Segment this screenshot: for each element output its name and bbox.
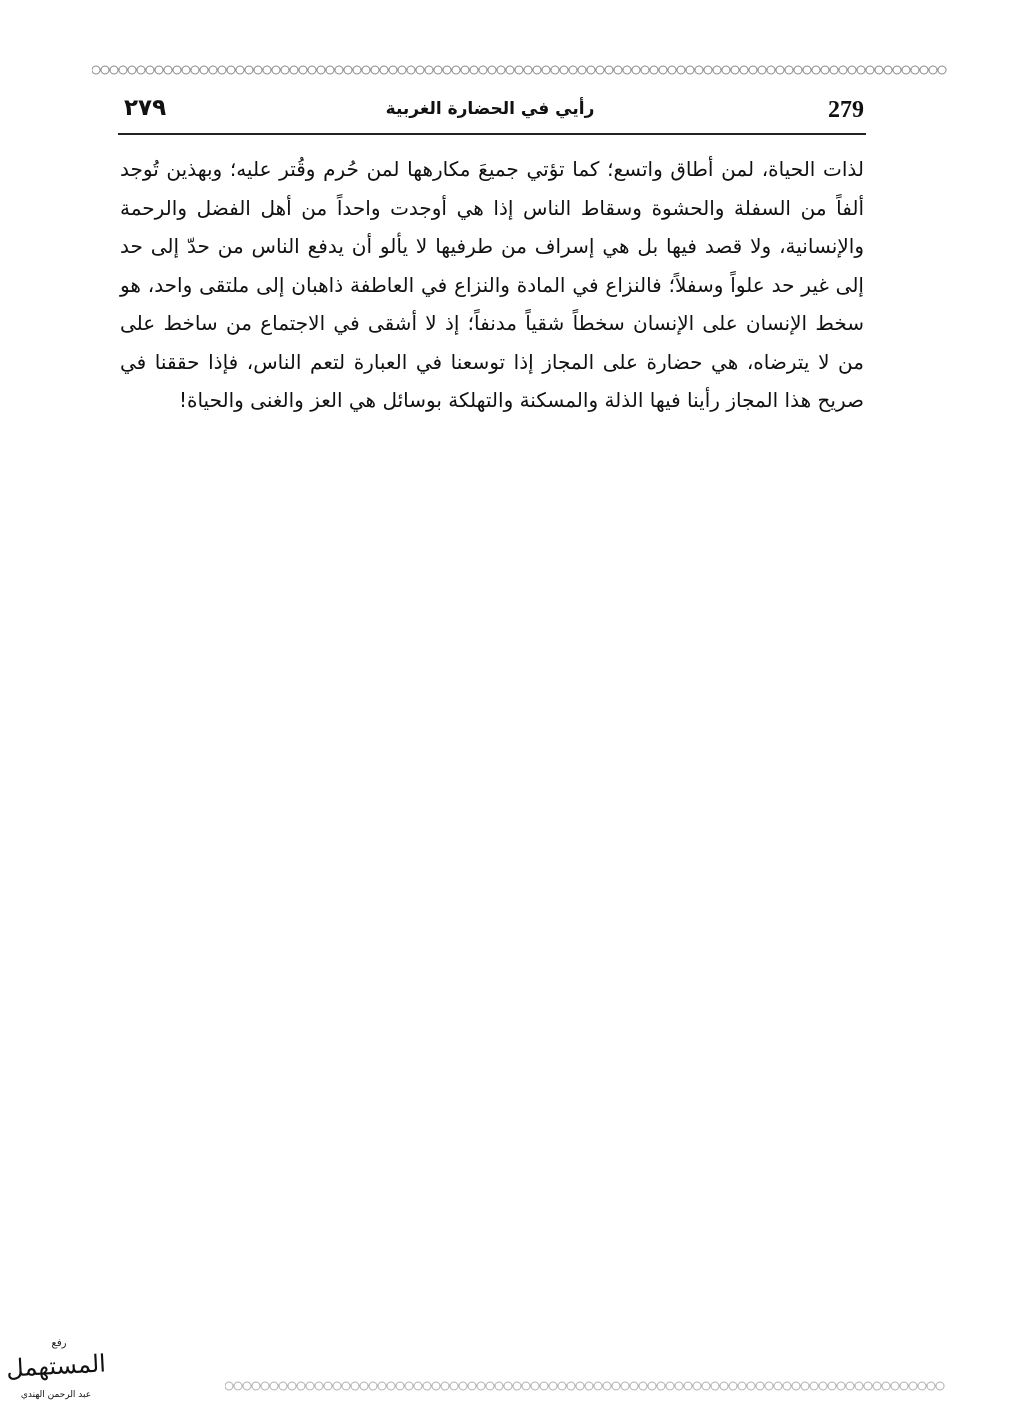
ornament-link: [900, 1382, 908, 1390]
ornament-link: [765, 1382, 773, 1390]
stamp-top-mark: رفع: [51, 1338, 67, 1349]
ornament-link: [693, 1382, 701, 1390]
ornament-link: [911, 66, 919, 74]
ornament-link: [486, 1382, 494, 1390]
ornament-link: [729, 1382, 737, 1390]
ornament-link: [810, 1382, 818, 1390]
ornament-link: [920, 66, 928, 74]
ornament-link: [191, 66, 199, 74]
ornament-link: [828, 1382, 836, 1390]
ornament-link: [657, 1382, 665, 1390]
ornament-link: [360, 1382, 368, 1390]
ornament-link: [270, 1382, 278, 1390]
ornament-link: [342, 1382, 350, 1390]
ornament-link: [648, 1382, 656, 1390]
ornament-link: [801, 1382, 809, 1390]
ornament-link: [324, 1382, 332, 1390]
ornament-link: [495, 1382, 503, 1390]
running-title: رأيي في الحضارة الغربية: [385, 99, 595, 119]
ornament-link: [605, 66, 613, 74]
ornament-link: [128, 66, 136, 74]
ornament-link: [497, 66, 505, 74]
header-rule: [118, 133, 866, 135]
ornament-link: [279, 1382, 287, 1390]
ornament-link: [470, 66, 478, 74]
ornament-link: [819, 1382, 827, 1390]
ornament-link: [776, 66, 784, 74]
ornament-link: [306, 1382, 314, 1390]
ornament-link: [263, 66, 271, 74]
ornament-link: [261, 1382, 269, 1390]
ornament-link: [218, 66, 226, 74]
ornament-link: [792, 1382, 800, 1390]
ornament-link: [938, 66, 946, 74]
ornament-link: [684, 1382, 692, 1390]
ornament-link: [513, 1382, 521, 1390]
ornament-link: [504, 1382, 512, 1390]
ornament-link: [848, 66, 856, 74]
ornament-link: [362, 66, 370, 74]
top-ornament-border: [92, 64, 952, 76]
page-number-arabic: ٢٧٩: [124, 95, 167, 121]
ornament-link: [902, 66, 910, 74]
ornament-link: [234, 1382, 242, 1390]
ornament-link: [533, 66, 541, 74]
ornament-link: [92, 66, 100, 74]
ornament-link: [668, 66, 676, 74]
ornament-link: [846, 1382, 854, 1390]
ornament-link: [378, 1382, 386, 1390]
ornament-link: [389, 66, 397, 74]
ornament-link: [639, 1382, 647, 1390]
ornament-link: [137, 66, 145, 74]
ornament-link: [119, 66, 127, 74]
ornament-link: [614, 66, 622, 74]
ornament-link: [468, 1382, 476, 1390]
ornament-link: [873, 1382, 881, 1390]
ornament-link: [290, 66, 298, 74]
ornament-link: [675, 1382, 683, 1390]
ornament-link: [515, 66, 523, 74]
ornament-link: [909, 1382, 917, 1390]
stamp-small-text: عبد الرحمن الهندي: [20, 1390, 92, 1400]
ornament-link: [549, 1382, 557, 1390]
ornament-link: [695, 66, 703, 74]
ornament-link: [479, 66, 487, 74]
ornament-link: [252, 1382, 260, 1390]
ornament-link: [774, 1382, 782, 1390]
ornament-link: [596, 66, 604, 74]
ornament-link: [200, 66, 208, 74]
ornament-link: [747, 1382, 755, 1390]
ornament-link: [758, 66, 766, 74]
ornament-link: [893, 66, 901, 74]
ornament-link: [632, 66, 640, 74]
ornament-link: [155, 66, 163, 74]
ornament-link: [891, 1382, 899, 1390]
ornament-link: [398, 66, 406, 74]
ornament-link: [146, 66, 154, 74]
ornament-link: [416, 66, 424, 74]
ornament-link: [704, 66, 712, 74]
ornament-link: [344, 66, 352, 74]
ornament-link: [794, 66, 802, 74]
ornament-link: [713, 66, 721, 74]
body-paragraph: لذات الحياة، لمن أطاق واتسع؛ كما تؤتي جميعَ مكارهها لمن حُرم وقُتر عليه؛ وبهذين تُوجد ألفاً من السفلة والحشوة وسقاط الناس إذا هي أوجدت واحداً من أهل الفضل والرحمة والإنسانية، ولا قصد فيها بل هي إسراف من طرفيها لا يألو أن يدفع الناس من حدّ إلى حد إلى غير حد علواً وسفلاً؛ فالنزاع في المادة والنزاع في العاطفة ذاهبان إلى ملتقى واحد، هو سخط الإنسان على الإنسان سخطاً شقياً مدنفاً؛ إذ لا أشقى في الاجتماع من ساخط على من لا يترضاه، هي حضارة على المجاز إذا توسعنا في العبارة لتعم الناس، فإذا حققنا في صريح هذا المجاز رأينا فيها الذلة والمسكنة والتهلكة بوسائل هي العز والغنى والحياة!: [120, 157, 864, 412]
ornament-link: [666, 1382, 674, 1390]
ornament-link: [236, 66, 244, 74]
bottom-ornament-border: [225, 1380, 950, 1392]
ornament-link: [227, 66, 235, 74]
ornament-link: [722, 66, 730, 74]
ornament-link: [459, 1382, 467, 1390]
ornament-link: [650, 66, 658, 74]
ornament-link: [387, 1382, 395, 1390]
ornament-link: [857, 66, 865, 74]
ornament-link: [621, 1382, 629, 1390]
ornament-link: [443, 66, 451, 74]
ornament-link: [542, 66, 550, 74]
ornament-link: [630, 1382, 638, 1390]
ornament-link: [551, 66, 559, 74]
ornament-link: [524, 66, 532, 74]
ornament-link: [225, 1382, 233, 1390]
ornament-link: [855, 1382, 863, 1390]
ornament-link: [711, 1382, 719, 1390]
ornament-link: [461, 66, 469, 74]
ornament-link: [369, 1382, 377, 1390]
ornament-link: [702, 1382, 710, 1390]
ornament-link: [569, 66, 577, 74]
ornament-link: [173, 66, 181, 74]
ornament-link: [371, 66, 379, 74]
ornament-link: [560, 66, 568, 74]
ornament-link: [594, 1382, 602, 1390]
ornament-link: [929, 66, 937, 74]
ornament-link: [936, 1382, 944, 1390]
stamp-calligraphy: المستهمل: [5, 1349, 107, 1383]
ornament-link: [558, 1382, 566, 1390]
ornament-link: [866, 66, 874, 74]
ornament-link: [623, 66, 631, 74]
ornament-link: [353, 66, 361, 74]
ornament-link: [182, 66, 190, 74]
ornament-link: [882, 1382, 890, 1390]
ornament-link: [812, 66, 820, 74]
ornament-link: [396, 1382, 404, 1390]
library-stamp: [0, 1338, 112, 1418]
ornament-link: [317, 66, 325, 74]
ornament-link: [821, 66, 829, 74]
ornament-link: [315, 1382, 323, 1390]
ornament-link: [837, 1382, 845, 1390]
ornament-link: [506, 66, 514, 74]
ornament-link: [531, 1382, 539, 1390]
ornament-link: [612, 1382, 620, 1390]
ornament-link: [918, 1382, 926, 1390]
ornament-link: [254, 66, 262, 74]
ornament-link: [659, 66, 667, 74]
ornament-link: [578, 66, 586, 74]
ornament-link: [245, 66, 253, 74]
ornament-link: [380, 66, 388, 74]
ornament-link: [110, 66, 118, 74]
ornament-link: [308, 66, 316, 74]
ornament-link: [839, 66, 847, 74]
ornament-link: [875, 66, 883, 74]
ornament-link: [477, 1382, 485, 1390]
ornament-link: [164, 66, 172, 74]
ornament-link: [720, 1382, 728, 1390]
page-number-latin: 279: [828, 97, 864, 123]
ornament-link: [749, 66, 757, 74]
ornament-link: [731, 66, 739, 74]
ornament-link: [587, 66, 595, 74]
ornament-link: [272, 66, 280, 74]
ornament-link: [441, 1382, 449, 1390]
page-header: [120, 93, 864, 127]
ornament-link: [101, 66, 109, 74]
ornament-link: [686, 66, 694, 74]
ornament-link: [288, 1382, 296, 1390]
ornament-link: [423, 1382, 431, 1390]
ornament-link: [927, 1382, 935, 1390]
ornament-link: [405, 1382, 413, 1390]
ornament-link: [407, 66, 415, 74]
ornament-link: [452, 66, 460, 74]
ornament-link: [830, 66, 838, 74]
ornament-link: [785, 66, 793, 74]
ornament-link: [522, 1382, 530, 1390]
ornament-link: [783, 1382, 791, 1390]
ornament-link: [740, 66, 748, 74]
ornament-link: [488, 66, 496, 74]
ornament-link: [641, 66, 649, 74]
ornament-link: [677, 66, 685, 74]
ornament-link: [738, 1382, 746, 1390]
ornament-link: [243, 1382, 251, 1390]
ornament-link: [450, 1382, 458, 1390]
ornament-link: [326, 66, 334, 74]
ornament-link: [767, 66, 775, 74]
ornament-link: [425, 66, 433, 74]
ornament-link: [414, 1382, 422, 1390]
ornament-link: [756, 1382, 764, 1390]
ornament-link: [281, 66, 289, 74]
ornament-link: [333, 1382, 341, 1390]
ornament-link: [803, 66, 811, 74]
ornament-link: [603, 1382, 611, 1390]
ornament-link: [299, 66, 307, 74]
ornament-link: [576, 1382, 584, 1390]
ornament-link: [540, 1382, 548, 1390]
ornament-link: [585, 1382, 593, 1390]
ornament-link: [351, 1382, 359, 1390]
ornament-link: [297, 1382, 305, 1390]
ornament-link: [335, 66, 343, 74]
ornament-link: [434, 66, 442, 74]
ornament-link: [864, 1382, 872, 1390]
ornament-link: [884, 66, 892, 74]
ornament-link: [567, 1382, 575, 1390]
ornament-link: [209, 66, 217, 74]
ornament-link: [432, 1382, 440, 1390]
